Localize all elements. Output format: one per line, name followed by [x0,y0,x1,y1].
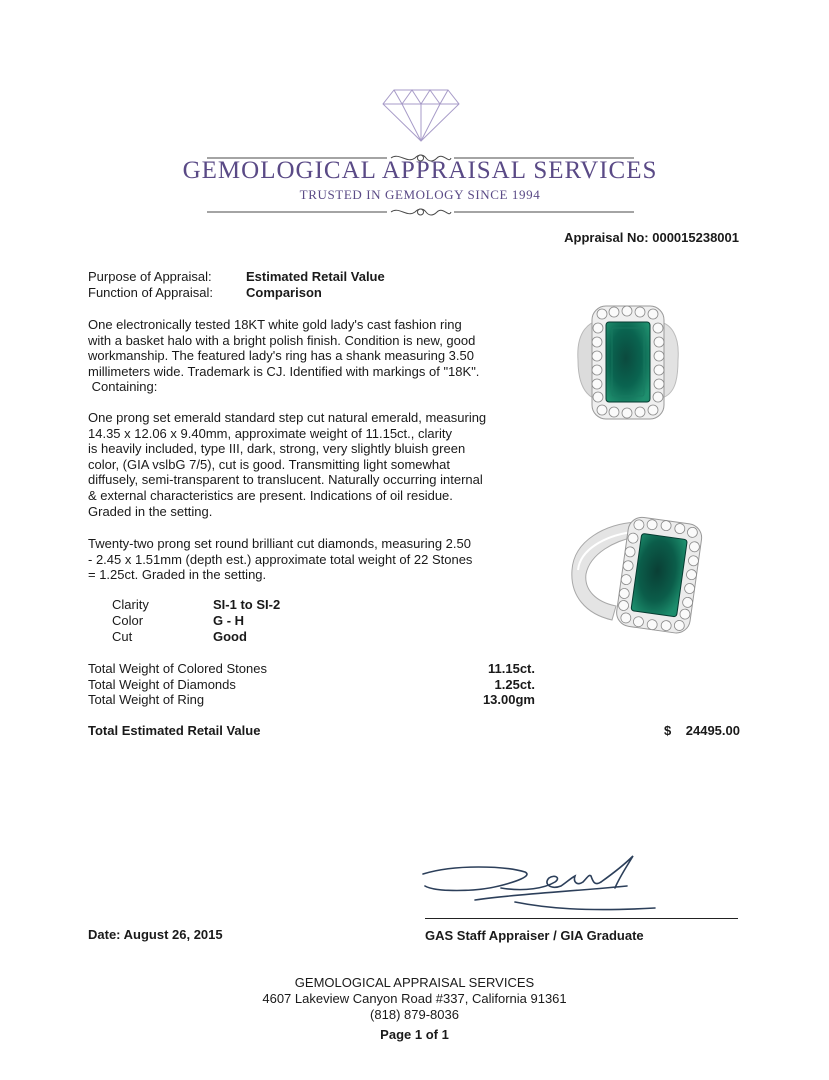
emerald-line: 14.35 x 12.06 x 9.40mm, approximate weight of 11.15ct., clarity [88,425,452,441]
diamonds-line: Twenty-two prong set round brilliant cut diamonds, measuring 2.50 [88,536,471,551]
grade-key: Cut [112,629,133,644]
appraiser-signature [415,852,660,916]
grade-value: Good [213,629,247,644]
weight-value: 11.15ct. [488,661,535,676]
total-label: Total Estimated Retail Value [88,723,261,738]
company-name: GEMOLOGICAL APPRAISAL SERVICES [182,157,658,184]
appraisal-number: Appraisal No: 000015238001 [564,230,739,245]
appraisal-date: Date: August 26, 2015 [88,927,223,942]
diamonds-line: - 2.45 x 1.51mm (depth est.) approximate total weight of 22 Stones [88,551,473,567]
footer-company: GEMOLOGICAL APPRAISAL SERVICES [294,975,535,990]
purpose-value: Estimated Retail Value [246,269,385,284]
grade-key: Clarity [112,597,149,612]
diamonds-description [88,536,508,583]
signature-line [425,918,738,919]
page-number: Page 1 of 1 [380,1027,449,1042]
description-line: with a basket halo with a bright polish finish. Condition is new, good [88,332,476,348]
emerald-description [88,410,508,519]
grade-value: G - H [213,613,245,628]
description-line: millimeters wide. Trademark is CJ. Identified with markings of "18K". [88,363,480,379]
weight-row [88,692,535,708]
grade-row [112,613,312,629]
diamond-outline-icon [382,88,460,142]
grade-key: Color [112,613,144,628]
weight-value: 1.25ct. [494,676,535,692]
purpose-row [88,269,488,285]
function-value: Comparison [246,285,322,300]
footer-address: 4607 Lakeview Canyon Road #337, California 91361 [262,991,567,1006]
weight-value: 13.00gm [482,692,535,707]
function-row [88,285,488,301]
emerald-line: color, (GIA vslbG 7/5), cut is good. Transmitting light somewhat [88,456,450,472]
ring-photo-top-view [570,300,685,425]
description-line: One electronically tested 18KT white gold lady's cast fashion ring [88,317,462,332]
grade-row [112,629,312,645]
total-retail-value-row [88,723,740,739]
purpose-label: Purpose of Appraisal: [88,269,212,284]
diamonds-line: = 1.25ct. Graded in the setting. [88,567,267,583]
emerald-line: is heavily included, type III, dark, strong, very slightly bluish green [88,441,466,457]
weight-row [88,661,535,677]
total-value: 24495.00 [685,723,740,738]
grade-row [112,597,312,613]
grade-value: SI-1 to SI-2 [213,597,281,612]
weight-row [88,677,535,693]
description-line: workmanship. The featured lady's ring has a shank measuring 3.50 [88,348,474,364]
ornamental-divider-bottom [207,204,634,218]
total-currency: $ [664,723,672,738]
weights-table [88,661,535,708]
emerald-line: Graded in the setting. [88,503,213,519]
emerald-line: One prong set emerald standard step cut natural emerald, measuring [88,410,487,425]
description-line: Containing: [88,379,158,395]
weight-key: Total Weight of Diamonds [88,676,236,692]
grade-table [112,597,312,645]
function-label: Function of Appraisal: [88,285,214,300]
emerald-line: & external characteristics are present. Indications of oil residue. [88,487,453,503]
weight-key: Total Weight of Colored Stones [88,661,267,676]
ring-description [88,317,508,395]
weight-key: Total Weight of Ring [88,692,205,707]
company-tagline: TRUSTED IN GEMOLOGY SINCE 1994 [299,187,541,202]
footer-phone: (818) 879-8036 [370,1007,459,1022]
appraiser-title: GAS Staff Appraiser / GIA Graduate [425,928,644,943]
ring-photo-angled-view [566,510,710,640]
emerald-line: diffusely, semi-transparent to translucent. Naturally occurring internal [88,472,483,488]
